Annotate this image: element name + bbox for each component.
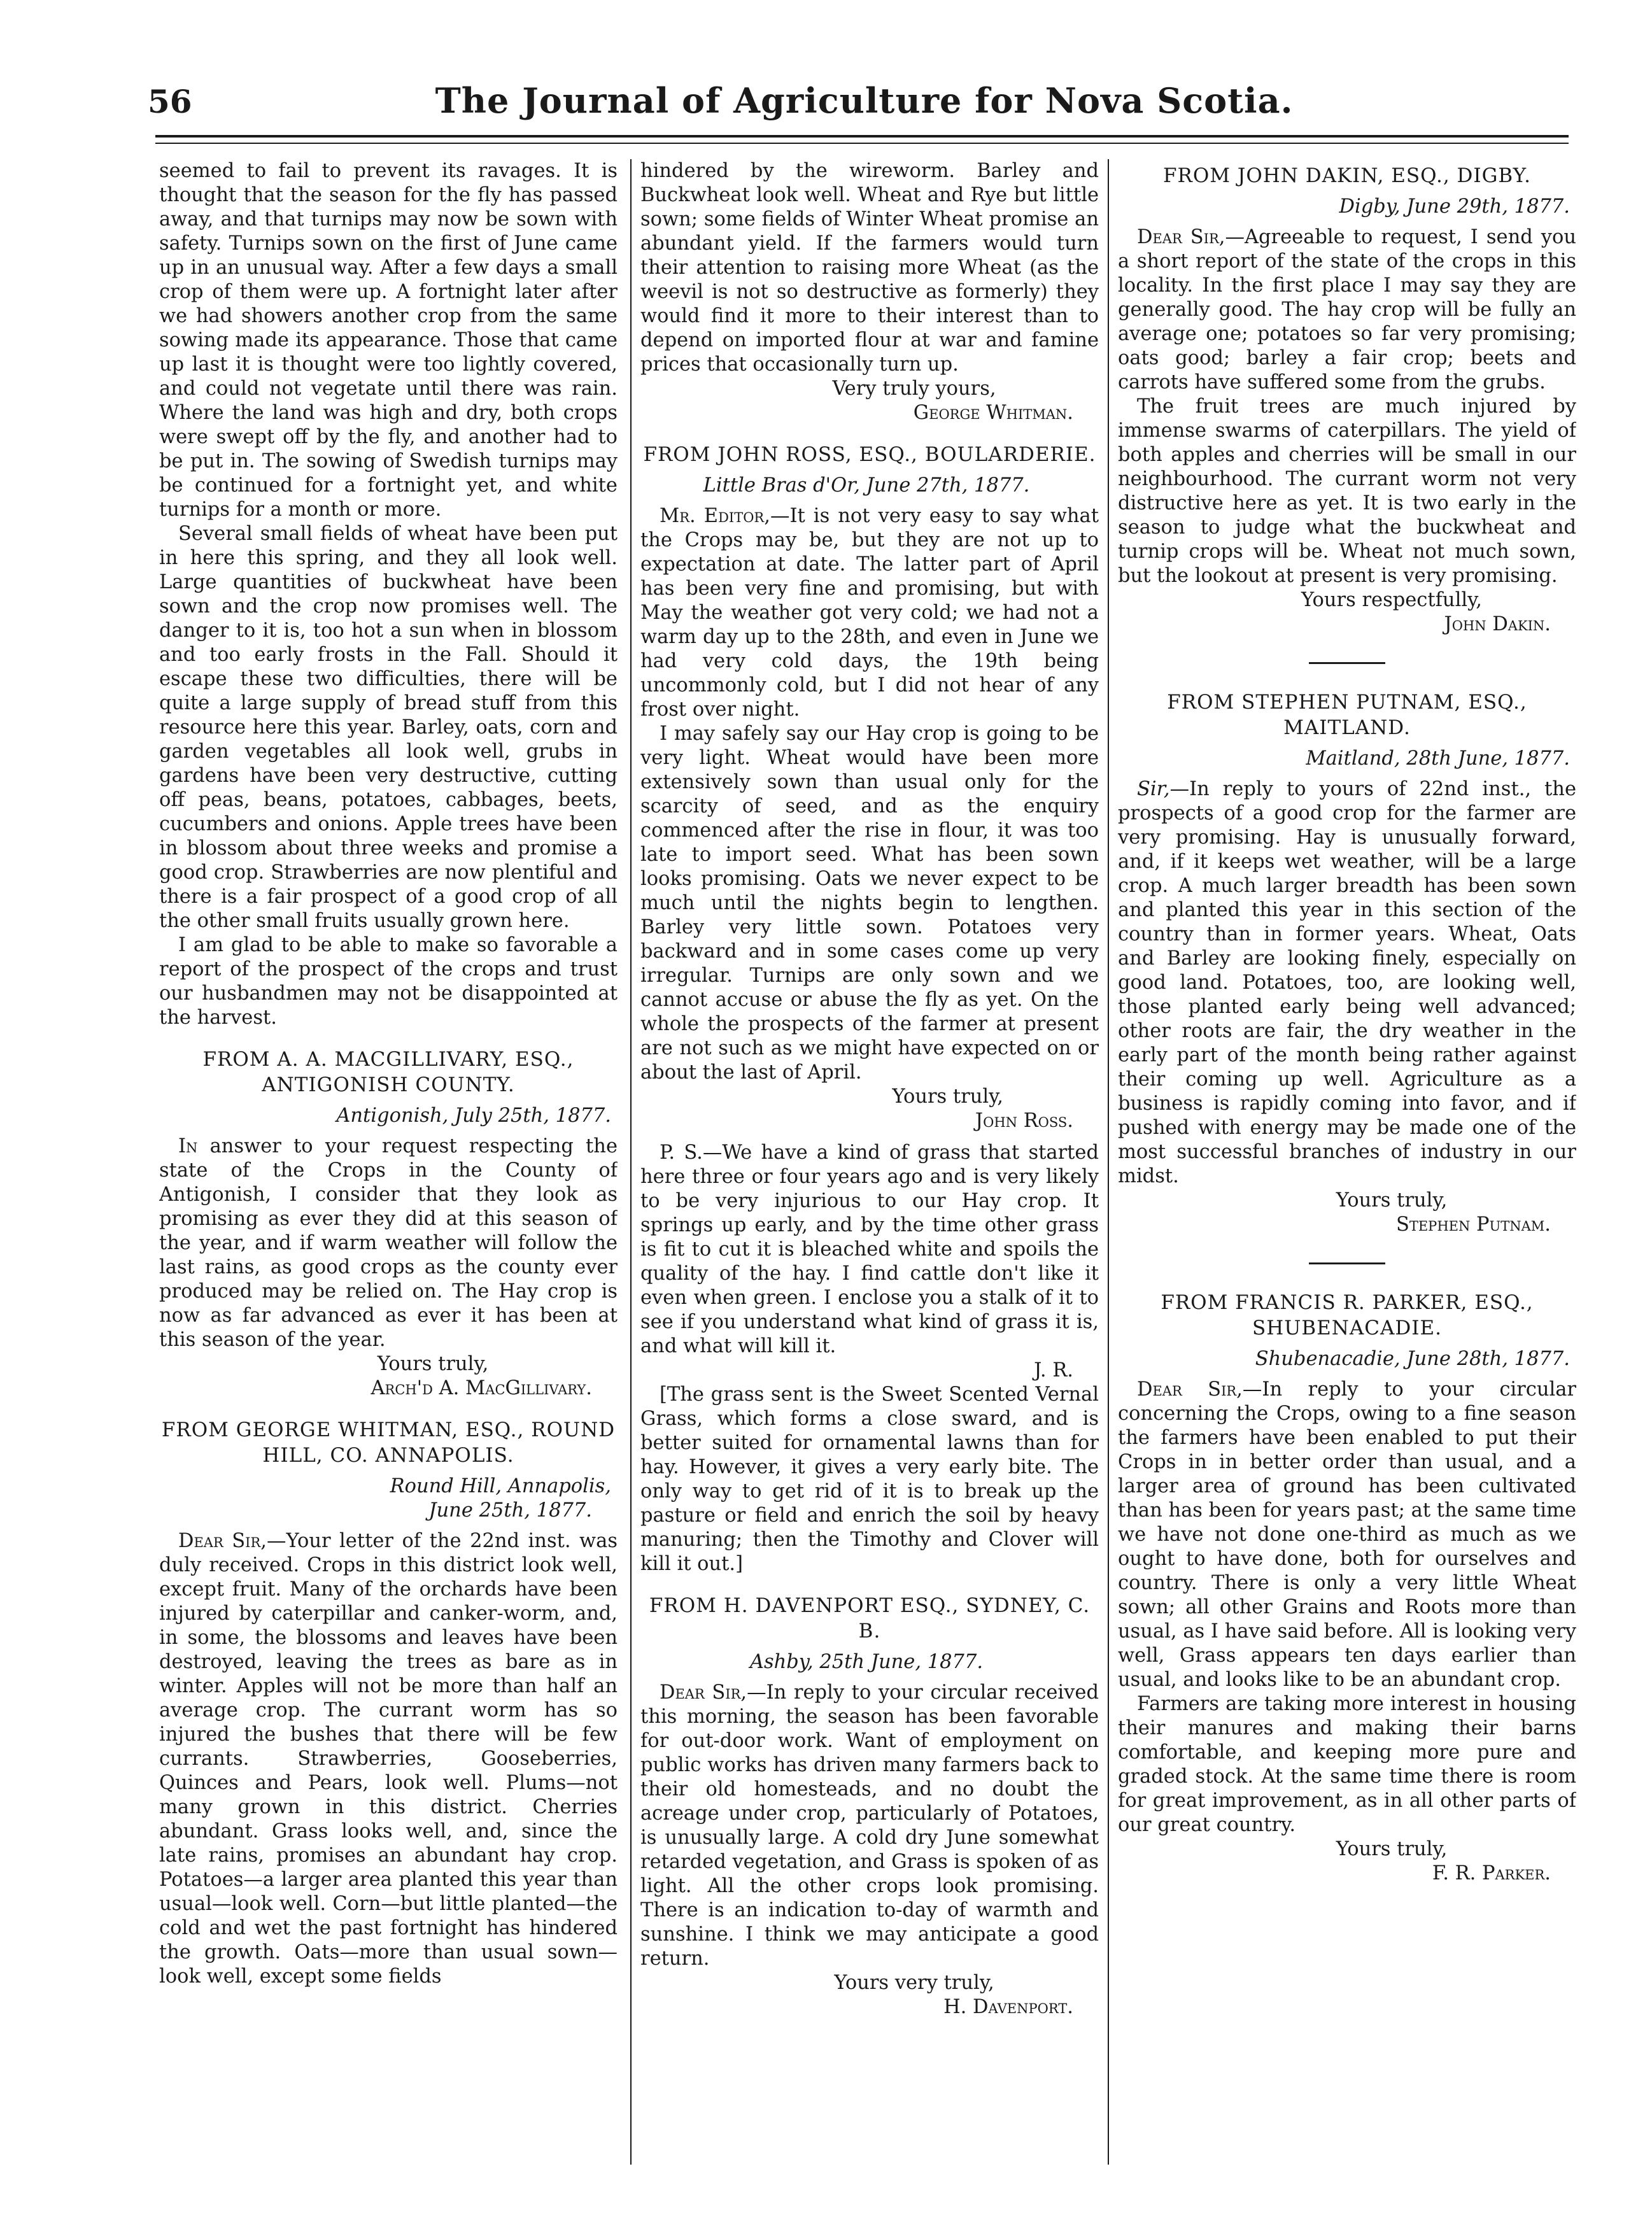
dateline: Maitland, 28th June, 1877. [1306,747,1570,770]
postscript-initials: J. R. [1034,1359,1073,1382]
paragraph-text: —In reply to yours of 22nd inst., the prospects of a good crop for the farmer are very promising. Hay is unusually forward, and, if it keeps wet weather, will be a large crop. A much larger breadth has been sown and planted this year in this section of the country than in former years. Wheat, Oats and Barley are looking finely, especially on good land. Potatoes, too, are looking well, those planted early being well advanced; other roots are fair, the dry weather in the early part of the month being rather against their coming up well. Agriculture as a business is rapidly coming into favor, and if pushed with energy may be made one of the most successful branches of industry in our midst. [1118,778,1576,1187]
paragraph-text: —It is not very easy to say what the Crops may be, but they are not up to expectation at date. The latter part of April has been very fine and promising, but with May the weather got very cold; we had not a warm day up to the 28th, and even in June we had very cold days, the 19th being uncommonly cold, but I did not hear of any frost over night. [640,505,1099,721]
paragraph [1118,225,1576,395]
dateline: Shubenacadie, June 28th, 1877. [1255,1348,1570,1370]
closing: Yours truly, [1336,1838,1448,1860]
closing: Yours respectfully, [1301,589,1482,611]
letter-heading: FROM A. A. MACGILLIVARY, ESQ., ANTIGONISH COUNTY. [202,1048,574,1096]
paragraph-text: —In reply to your circular concerning the Crops, owing to a fine season the farmers have been enabled to put their Crops in in better order than usual, and a larger area of ground has been cultivated than has been for years past; at the same time we have not done one-third as much as we ought to have done, both for ourselves and country. There is only a very little Wheat sown; all other Grains and Roots more than usual, as I have said before. All is looking very well, Grass appears ten days earlier than usual, and looks like to be an abundant crop. [1118,1378,1576,1691]
paragraph [1118,1378,1576,1692]
closing: Very truly yours, [832,378,996,400]
paragraph: I am glad to be able to make so favorable a report of the prospect of the crops and trust our husbandmen may not be disappointed at the harvest. [159,934,618,1029]
paragraph-text: —Agreeable to request, I send you a short report of the state of the crops in this locality. In the first place I may say they are generally good. The hay crop will be fully an average one; potatoes so far very promising; oats good; barley a fair crop; beets and carrots have suffered some from the grubs. [1118,226,1576,393]
signature: H. Davenport. [943,1996,1073,2018]
letter-heading: FROM STEPHEN PUTNAM, ESQ., MAITLAND. [1167,691,1527,739]
paragraph: Several small fields of wheat have been put in here this spring, and they all look well. Large quantities of buckwheat have been sown and the crop now promises well. The danger to it is, too hot a sun when in blossom and too early frosts in the Fall. Should it escape these two difficulties, there will be quite a large supply of bread stuff from this resource here this year. Barley, oats, corn and garden vegetables all look well, grubs in gardens have been very destructive, cutting off peas, beans, potatoes, cabbages, beets, cucumbers and onions. Apple trees have been in blossom about three weeks and promise a good crop. Strawberries are now plentiful and there is a fair prospect of a good crop of all the other small fruits usually grown here. [159,523,618,932]
dateline: June 25th, 1877. [428,1499,592,1522]
dateline: Digby, June 29th, 1877. [1339,195,1570,218]
page-number: 56 [148,83,192,120]
salutation: Dear Sir, [660,1681,747,1704]
letter-heading: FROM JOHN ROSS, ESQ., BOULARDERIE. [643,443,1096,466]
closing: Yours truly, [377,1353,489,1375]
paragraph-text: —Your letter of the 22nd inst. was duly received. Crops in this district look well, except fruit. Many of the orchards have been injured by caterpillar and canker-worm, and, in some, the blossoms and leaves have been destroyed, leaving the trees as bare as in winter. Apples will not be more than half an average crop. The currant worm has so injured the bushes that there will be few currants. Strawberries, Gooseberries, Quinces and Pears, look well. Plums—not many grown in this district. Cherries abundant. Grass looks well, and, since the late rains, promises an abundant hay crop. Potatoes—a larger area planted this year than usual—look well. Corn—but little planted—the cold and wet the past fortnight has hindered the growth. Oats—more than usual sown—look well, except some fields [159,1530,618,1988]
column-divider [1108,159,1109,2165]
letter-heading: FROM H. DAVENPORT ESQ., SYDNEY, C. B. [649,1594,1091,1643]
paragraph: I may safely say our Hay crop is going to be very light. Wheat would have been more extensively sown than usual only for the scarcity of seed, and as the enquiry commenced after the rise in flour, it was too late to import seed. What has been sown looks promising. Oats we never expect to be much until the nights begin to lengthen. Barley very little sown. Potatoes very backward and in some cases come up very irregular. Turnips are only sown and we cannot accuse or abuse the fly as yet. On the whole the prospects of the farmer at present are not such as we might have expected on or about the last of April. [640,723,1099,1084]
salutation: Sir, [1137,778,1170,800]
paragraph [1118,777,1576,1189]
header-rule-thick [155,135,1569,138]
salutation: Mr. Editor, [660,505,770,527]
signature: John Ross. [975,1110,1073,1132]
paragraph-text: answer to your request respecting the state of the Crops in the County of Antigonish, I consider that they look as promising as ever they did at this season of the year, and if warm weather will follow the last rains, as good crops as the county ever produced may be relied on. The Hay crop is now as far advanced as ever it has been at this season of the year. [159,1135,618,1351]
letter-heading: FROM FRANCIS R. PARKER, ESQ., SHUBENACADIE. [1161,1291,1534,1340]
paragraph [159,1135,618,1352]
signature: John Dakin. [1444,613,1551,635]
paragraph [640,1681,1099,1971]
column-3 [1118,159,1576,2184]
page-title: The Journal of Agriculture for Nova Scotia. [435,80,1294,121]
closing: Yours truly, [1336,1189,1448,1212]
salutation: Dear Sir, [178,1530,267,1552]
signature: Stephen Putnam. [1395,1213,1551,1236]
signature: George Whitman. [913,402,1073,424]
dateline: Ashby, 25th June, 1877. [749,1651,984,1673]
section-divider [1309,662,1385,664]
signature: Arch'd A. MacGillivary. [371,1377,592,1399]
paragraph [640,504,1099,722]
editor-note: [The grass sent is the Sweet Scented Vernal Grass, which forms a close sward, and is better suited for ornamental lawns than for hay. However, it gives a very early bite. The only way to get rid of it is to break up the pasture or field and enrich the soil by heavy manuring; then the Timothy and Clover will kill it out.] [640,1383,1099,1575]
closing: Yours very truly, [834,1972,994,1994]
paragraph-text: —In reply to your circular received this morning, the season has been favorable for out-door work. Want of employment on public works has driven many farmers back to their old homesteads, and no doubt the acreage under crop, particularly of Potatoes, is unusually large. A cold dry June somewhat retarded vegetation, and Grass is spoken of as light. All the other crops look promising. There is an indication to-day of warmth and sunshine. I think we may anticipate a good return. [640,1681,1099,1970]
header-rule-thin [155,143,1569,144]
letter-heading: FROM GEORGE WHITMAN, ESQ., ROUND HILL, CO. ANNAPOLIS. [161,1418,616,1467]
paragraph: seemed to fail to prevent its ravages. It is thought that the season for the fly has passed away, and that turnips may now be sown with safety. Turnips sown on the first of June came up in an unusual way. After a few days a small crop of them were up. A fortnight later after we had showers another crop from the same sowing made its appearance. Those that came up last it is thought were too lightly covered, and could not vegetate until there was rain. Where the land was high and dry, both crops were swept off by the fly, and another had to be put in. The sowing of Swedish turnips may be continued for a fortnight yet, and white turnips for a month or more. [159,160,618,521]
salutation: Dear Sir, [1137,1378,1243,1401]
salutation: Dear Sir, [1137,226,1225,248]
paragraph: Farmers are taking more interest in housing their manures and making their barns comfortable, and keeping more pure and graded stock. At the same time there is room for great improvement, as in all other parts of our great country. [1118,1693,1576,1836]
closing: Yours truly, [892,1085,1003,1108]
letter-heading: FROM JOHN DAKIN, ESQ., DIGBY. [1163,164,1531,187]
signature: F. R. Parker. [1432,1862,1551,1884]
salutation: In [178,1135,198,1157]
postscript: P. S.—We have a kind of grass that started here three or four years ago and is very likely to be very injurious to our Hay crop. It springs up early, and by the time other grass is fit to cut it is bleached white and spoils the quality of the hay. I find cattle don't like it even when green. I enclose you a stalk of it to see if you understand what kind of grass it is, and what will kill it. [640,1142,1099,1357]
column-1 [159,159,618,2184]
column-2 [640,159,1099,2184]
paragraph: The fruit trees are much injured by immense swarms of caterpillars. The yield of both apples and cherries will be small in our neighbourhood. The currant worm not very distructive here as yet. It is two early in the season to judge what the buckwheat and turnip crops will be. Wheat not much sown, but the lookout at present is very promising. [1118,395,1576,587]
dateline: Round Hill, Annapolis, [390,1475,611,1497]
dateline: Little Bras d'Or, June 27th, 1877. [703,474,1030,497]
dateline: Antigonish, July 25th, 1877. [336,1105,611,1127]
paragraph [159,1529,618,1989]
column-divider [630,159,632,2165]
section-divider [1309,1262,1385,1264]
paragraph: hindered by the wireworm. Barley and Buckwheat look well. Wheat and Rye but little sown; some fields of Winter Wheat promise an abundant yield. If the farmers would turn their attention to raising more Wheat (as the weevil is not so destructive as formerly) they would find it more to their interest than to depend on imported flour at war and famine prices that occasionally turn up. [640,160,1099,376]
